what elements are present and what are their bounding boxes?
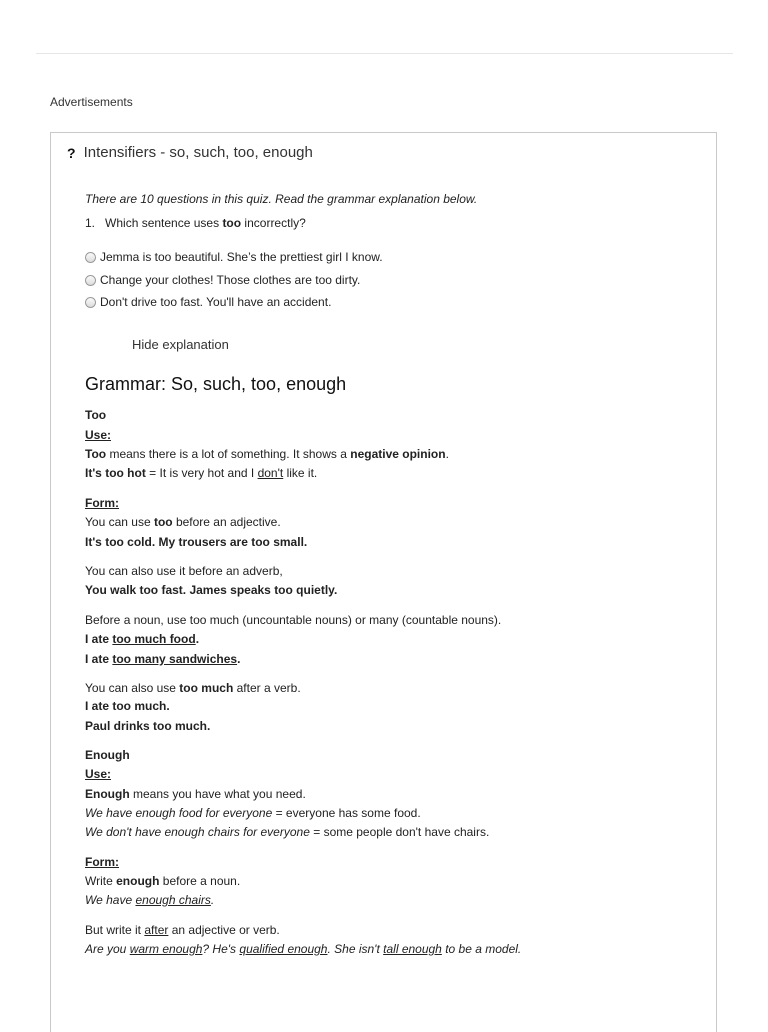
enough-form-line-1 xyxy=(85,874,240,888)
enough-use-label: Use: xyxy=(85,767,112,781)
enough-use-line-3 xyxy=(85,825,489,839)
too-noun-example-1 xyxy=(85,632,199,646)
text: before an adjective. xyxy=(172,515,281,529)
too-form-example: It's too cold. My trousers are too small. xyxy=(85,535,308,549)
underlined-phrase: qualified enough xyxy=(239,942,328,956)
quiz-panel xyxy=(50,132,717,1032)
enough-form-example xyxy=(85,893,214,907)
quiz-header[interactable] xyxy=(67,144,313,161)
text: You can use xyxy=(85,515,154,529)
too-adverb-line: You can also use it before an adverb, xyxy=(85,564,283,578)
answer-option-3[interactable] xyxy=(85,295,331,309)
top-divider xyxy=(36,53,733,54)
text: . She isn't xyxy=(327,942,384,956)
text: = It is very hot and I xyxy=(145,466,258,480)
underlined-phrase: enough chairs xyxy=(135,893,211,907)
question-number: 1. xyxy=(85,216,96,230)
text: But write it xyxy=(85,923,145,937)
text: before a noun. xyxy=(159,874,241,888)
enough-after-line xyxy=(85,923,280,937)
advertisements-label: Advertisements xyxy=(50,95,133,109)
keyword: Enough xyxy=(85,787,130,801)
keyword: too much xyxy=(179,681,234,695)
underlined-phrase: warm enough xyxy=(129,942,203,956)
hide-explanation-button[interactable]: Hide explanation xyxy=(132,337,229,352)
text: like it. xyxy=(283,466,318,480)
underlined-word: after xyxy=(144,923,169,937)
enough-after-example xyxy=(85,942,521,956)
too-verb-line xyxy=(85,681,301,695)
answer-option-1[interactable] xyxy=(85,250,383,264)
too-adverb-example: You walk too fast. James speaks too quietly. xyxy=(85,583,338,597)
underlined-phrase: too many sandwiches xyxy=(112,652,238,666)
example-italic: We don't have enough chairs for everyone xyxy=(85,825,310,839)
text: . xyxy=(210,893,215,907)
text: means you have what you need. xyxy=(129,787,306,801)
text: I ate xyxy=(85,652,113,666)
too-form-label: Form: xyxy=(85,496,119,510)
text: . xyxy=(445,447,449,461)
question-1 xyxy=(85,216,306,230)
keyword: too xyxy=(153,515,173,529)
text: = some people don't have chairs. xyxy=(309,825,490,839)
radio-button[interactable] xyxy=(85,275,96,286)
answer-option-label: Don't drive too fast. You'll have an accident. xyxy=(100,295,332,309)
text: means there is a lot of something. It shows a xyxy=(106,447,351,461)
example-italic: We have enough food for everyone xyxy=(85,806,273,820)
too-noun-example-2 xyxy=(85,652,240,666)
text: . xyxy=(237,652,241,666)
keyword: enough xyxy=(116,874,160,888)
grammar-title: Grammar: So, such, too, enough xyxy=(85,374,347,394)
too-form-line-1 xyxy=(85,515,281,529)
quiz-title: Intensifiers - so, such, too, enough xyxy=(83,144,313,161)
text: = everyone has some food. xyxy=(272,806,421,820)
enough-use-line-2 xyxy=(85,806,421,820)
text: after a verb. xyxy=(233,681,301,695)
text: I ate xyxy=(85,632,113,646)
quiz-intro: There are 10 questions in this quiz. Read the grammar explanation below. xyxy=(85,192,478,206)
text: Write xyxy=(85,874,117,888)
answer-option-label: Jemma is too beautiful. She’s the prettiest girl I know. xyxy=(100,250,383,264)
enough-use-line-1 xyxy=(85,787,306,801)
text: to be a model. xyxy=(441,942,522,956)
question-text-before: Which sentence uses xyxy=(105,216,223,230)
question-mark-icon: ? xyxy=(67,144,76,161)
keyword: Too xyxy=(85,447,107,461)
too-heading: Too xyxy=(85,408,107,422)
text: ? He's xyxy=(202,942,240,956)
text: Are you xyxy=(85,942,130,956)
enough-heading: Enough xyxy=(85,748,130,762)
underlined-word: don't xyxy=(257,466,284,480)
too-noun-line: Before a noun, use too much (uncountable nouns) or many (countable nouns). xyxy=(85,613,502,627)
radio-button[interactable] xyxy=(85,252,96,263)
too-use-label: Use: xyxy=(85,428,112,442)
text: . xyxy=(195,632,200,646)
too-use-line-2 xyxy=(85,466,317,480)
text: You can also use xyxy=(85,681,180,695)
answer-option-2[interactable] xyxy=(85,273,360,287)
too-verb-example-1: I ate too much. xyxy=(85,699,170,713)
too-verb-example-2: Paul drinks too much. xyxy=(85,719,211,733)
radio-button[interactable] xyxy=(85,297,96,308)
question-text-after: incorrectly? xyxy=(241,216,306,230)
answer-option-label: Change your clothes! Those clothes are too dirty. xyxy=(100,273,361,287)
text: an adjective or verb. xyxy=(168,923,280,937)
enough-form-label: Form: xyxy=(85,855,119,869)
question-keyword: too xyxy=(222,216,242,230)
too-use-line-1 xyxy=(85,447,449,461)
underlined-phrase: too much food xyxy=(112,632,196,646)
text: We have xyxy=(85,893,136,907)
underlined-phrase: tall enough xyxy=(383,942,442,956)
keyword: negative opinion xyxy=(350,447,446,461)
example-bold: It's too hot xyxy=(85,466,146,480)
